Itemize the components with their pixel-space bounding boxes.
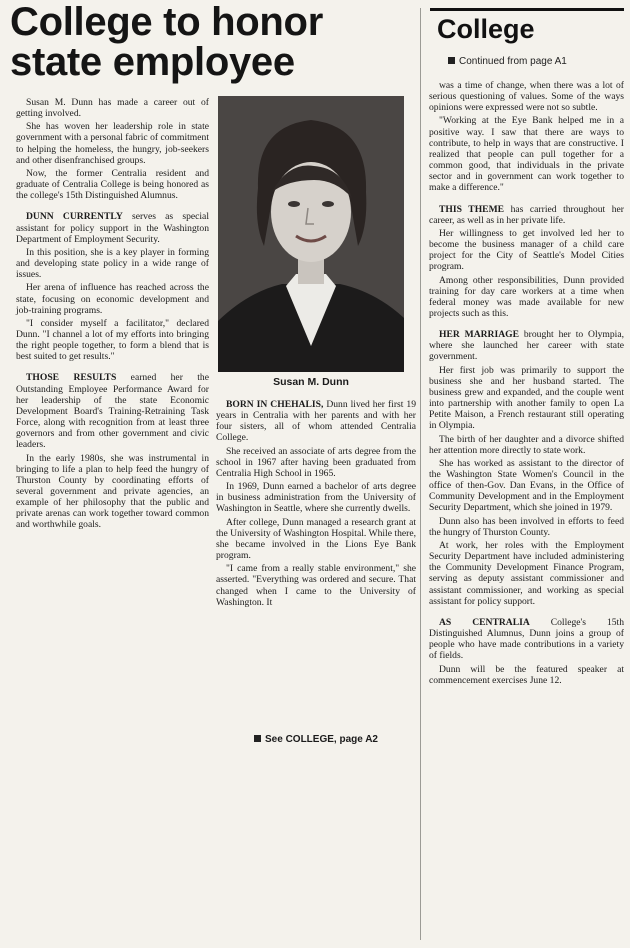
paragraph [16, 372, 209, 450]
continuation-top-bar [430, 8, 624, 11]
portrait-illustration [218, 96, 404, 372]
paragraph-text: She has worked as assistant to the director of the Washington State Women's Council in the office of then-Gov. Dan Evans, in the Office of Community Development and in the Employment Security Department, which she joined in 1979. [429, 457, 624, 514]
paragraph-text: "I came from a really stable environment," she asserted. "Everything was ordered and secure. That changed when I came to the University of Washington. It [216, 563, 416, 608]
headline: College to honor state employee [10, 0, 323, 84]
paragraph-text: Dunn will be the featured speaker at commencement exercises June 12. [429, 663, 624, 686]
paragraph-text: In the early 1980s, she was instrumental in bringing to life a plan to help feed the hungry of Thurston County by coordinating efforts of several government and private agencies, an example of her philosophy that the public and private arenas can work together toward common and worthwhile goals. [16, 452, 209, 531]
paragraph [429, 516, 624, 538]
column-divider [420, 8, 421, 940]
paragraph-text: After college, Dunn managed a research grant at the University of Washington Hospital. While there, she became involved in the Lions Eye Bank program. [216, 516, 416, 562]
paragraph [216, 446, 416, 479]
article-column-3 [429, 80, 624, 688]
paragraph-text: She received an associate of arts degree from the school in 1967 after having been graduated from Centralia High School in 1965. [216, 445, 416, 479]
jump-line [216, 734, 416, 745]
paragraph-text: was a time of change, when there was a lot of serious questioning of values. Some of the ways opinions were expressed were not so subtle. [429, 80, 624, 114]
paragraph-text: The birth of her daughter and a divorce shifted her attention more directly to state work. [429, 433, 624, 456]
paragraph-text: College's 15th Distinguished Alumnus, Dunn joins a group of people who have made contributions in a variety of fields. [429, 616, 625, 662]
paragraph [16, 168, 209, 201]
paragraph [16, 211, 209, 244]
paragraph-text: Her arena of influence has reached across the state, focusing on economic development and job-training programs. [16, 282, 209, 316]
paragraph-text: Now, the former Centralia resident and graduate of Centralia College is being honored as the college's 15th Distinguished Alumnus. [16, 167, 209, 202]
paragraph [429, 204, 624, 226]
paragraph-text: Dunn also has been involved in efforts to feed the hungry of Thurston County. [429, 515, 624, 538]
paragraph-text: earned her the Outstanding Employee Performance Award for her leadership of the state Economic Development Board's Training-Retraining Task Force, along with recognition from at least three governors and from other government and civic leaders. [16, 372, 209, 451]
paragraph-text: Susan M. Dunn has made a career out of getting involved. [16, 97, 209, 120]
photo-caption: Susan M. Dunn [273, 376, 349, 388]
portrait-photo [218, 96, 404, 372]
paragraph [16, 282, 209, 315]
paragraph-text: Her first job was primarily to support the business she and her husband started. The business grew and expanded, and the couple went into partnership with another family to open La Petite Maison, a French restaurant still operating in Olympia. [429, 364, 624, 432]
paragraph-text: Among other responsibilities, Dunn provided training for day care workers at a time when federal money was made available for new projects such as this. [429, 274, 624, 319]
article-column-1 [16, 97, 209, 533]
paragraph-lead: BORN IN CHEHALIS, [226, 399, 324, 410]
paragraph-lead: THIS THEME [439, 203, 505, 215]
paragraph-lead: AS CENTRALIA [439, 616, 530, 628]
paragraph-lead: THOSE RESULTS [26, 372, 117, 384]
paragraph [429, 617, 624, 662]
continuation-subheading [448, 56, 624, 67]
paragraph-text: At work, her roles with the Employment Security Department have included administering the Community Development Finance Program, serving as deputy assistant commissioner and assistant commissioner, and working as special assistant for policy support. [429, 539, 624, 607]
paragraph-text: She has woven her leadership role in state government with a personal fabric of commitment to helping the homeless, the hungry, job-seekers and other disenfranchised groups. [16, 121, 209, 166]
jump-line-text: See COLLEGE, page A2 [265, 734, 378, 745]
paragraph [16, 453, 209, 531]
paragraph-text: serves as special assistant for policy support in the Washington Department of Employment Security. [16, 211, 209, 245]
paragraph [216, 563, 416, 608]
continuation-subheading-text: Continued from page A1 [459, 56, 567, 67]
paragraph-text: In 1969, Dunn earned a bachelor of arts degree in business administration from the University of Washington in Seattle, where she currently dwells. [216, 481, 416, 515]
paragraph [429, 228, 624, 273]
paragraph [216, 399, 416, 444]
paragraph [429, 434, 624, 456]
paragraph [16, 121, 209, 166]
paragraph [429, 365, 624, 432]
paragraph-text: Dunn lived her first 19 years in Centralia with her parents and with her four sisters, all of whom attended Centralia College. [216, 399, 416, 444]
paragraph [429, 664, 624, 686]
paragraph [429, 458, 624, 514]
paragraph [429, 275, 624, 320]
continuation-heading: College [437, 14, 535, 44]
paragraph [16, 247, 209, 280]
article-column-2 [216, 399, 416, 610]
paragraph [16, 318, 209, 363]
paragraph-text: Her willingness to get involved led her to become the business manager of a child care project for the City of Seattle's Model Cities program. [429, 227, 624, 273]
paragraph-text: "Working at the Eye Bank helped me in a positive way. I saw that there are ways to contribute, to help in ways that are constructive. I realized that people can pull together for a common good, that individuals in the private sector and in government can work together to make a difference." [429, 115, 624, 194]
paragraph [16, 97, 209, 119]
paragraph [429, 540, 624, 607]
paragraph [429, 80, 624, 113]
square-bullet-icon [448, 57, 455, 64]
paragraph [216, 481, 416, 514]
paragraph-lead: HER MARRIAGE [439, 329, 520, 341]
paragraph [216, 517, 416, 562]
square-bullet-icon [254, 735, 261, 742]
paragraph [429, 115, 624, 193]
paragraph-text: "I consider myself a facilitator," declared Dunn. "I channel a lot of my efforts into bringing the right people together, to form a blend that is best suited to get results." [16, 317, 209, 363]
paragraph-text: has carried throughout her career, as well as in her private life. [429, 203, 624, 226]
paragraph-text: In this position, she is a key player in forming and developing state policy in a wide range of issues. [16, 246, 209, 281]
paragraph-text: brought her to Olympia, where she launched her career with state government. [429, 329, 624, 363]
paragraph [429, 329, 624, 362]
paragraph-lead: DUNN CURRENTLY [26, 211, 123, 223]
